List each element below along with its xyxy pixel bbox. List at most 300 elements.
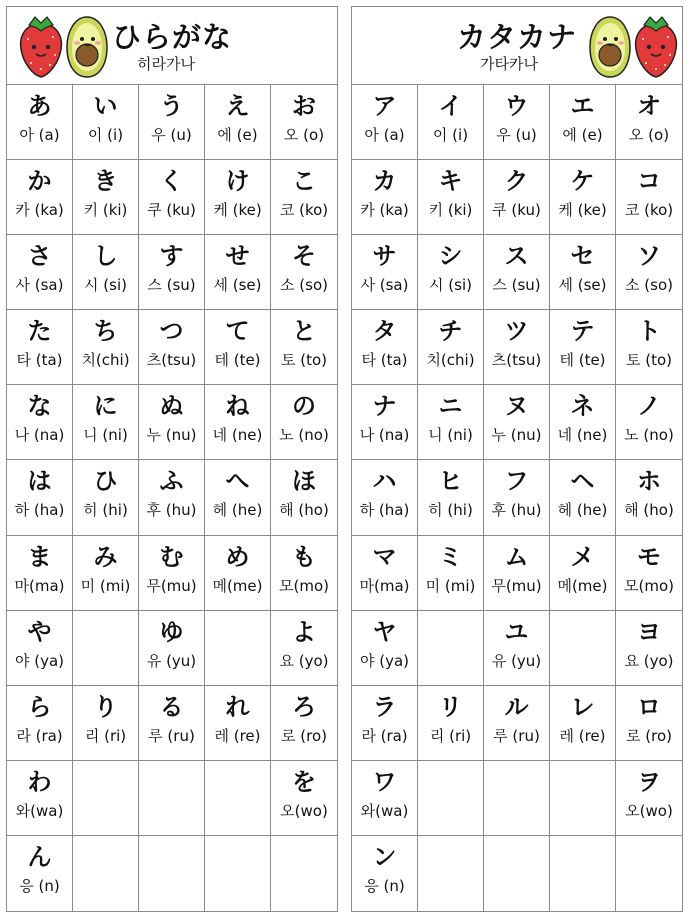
kana-character: け [225, 167, 250, 196]
katakana-header [352, 7, 682, 85]
kana-cell [352, 460, 418, 535]
kana-character: る [159, 692, 184, 721]
kana-cell [205, 611, 271, 686]
kana-cell [616, 460, 682, 535]
kana-reading: 오 (o) [283, 126, 325, 144]
kana-reading: 코 (ko) [279, 201, 329, 220]
kana-cell [550, 85, 616, 160]
kana-reading: 사 (sa) [360, 276, 409, 295]
kana-character: も [292, 542, 316, 571]
kana-cell [139, 686, 205, 761]
kana-reading: 치(chi) [81, 351, 130, 370]
kana-character: モ [637, 542, 661, 571]
kana-reading: 히 (hi) [83, 501, 128, 520]
kana-cell [139, 761, 205, 836]
kana-cell [139, 385, 205, 460]
kana-cell [484, 310, 550, 385]
kana-reading: 치(chi) [426, 351, 475, 370]
kana-character: リ [438, 692, 463, 721]
kana-reading: 마(ma) [359, 576, 410, 595]
kana-reading: 누 (nu) [146, 426, 197, 445]
kana-character: オ [637, 92, 661, 120]
kana-character: む [159, 542, 184, 571]
kana-character: ワ [372, 767, 397, 796]
kana-character: ツ [504, 317, 529, 346]
kana-reading: 이 (i) [87, 126, 124, 144]
kana-character: ミ [438, 542, 463, 571]
kana-reading: 해 (ho) [279, 501, 329, 520]
kana-character: ユ [504, 617, 529, 646]
kana-cell [484, 536, 550, 611]
kana-character: ト [637, 317, 661, 346]
kana-reading: 레 (re) [214, 726, 261, 745]
kana-cell [205, 160, 271, 235]
kana-cell [205, 385, 271, 460]
kana-character: て [225, 317, 250, 346]
kana-reading: 리 (ri) [84, 726, 127, 745]
kana-character: メ [570, 542, 595, 571]
strawberry-icon [21, 17, 62, 77]
kana-character: ほ [292, 467, 316, 496]
kana-cell [205, 85, 271, 160]
kana-reading: 로 (ro) [281, 726, 327, 745]
kana-reading: 카 (ka) [360, 201, 409, 220]
kana-character: ん [27, 842, 52, 871]
kana-cell [73, 85, 139, 160]
kana-cell [418, 761, 484, 836]
kana-character: ひ [93, 467, 118, 496]
kana-cell [484, 761, 550, 836]
kana-character: な [27, 392, 52, 421]
kana-character: し [93, 242, 118, 271]
kana-character: ル [504, 692, 529, 721]
kana-cell [73, 761, 139, 836]
kana-character: お [292, 92, 316, 120]
kana-reading: 네 (ne) [557, 426, 608, 445]
mascot-illustration [580, 11, 680, 81]
kana-reading: 우 (u) [151, 126, 192, 144]
kana-cell [418, 536, 484, 611]
kana-cell [7, 385, 73, 460]
katakana-subtitle: 가타카나 [480, 55, 538, 73]
kana-character: ヒ [438, 467, 463, 496]
kana-character: や [27, 617, 52, 646]
kana-character: ウ [504, 92, 529, 120]
kana-character: セ [570, 242, 595, 271]
kana-character: に [93, 392, 118, 421]
avocado-icon [590, 17, 630, 77]
kana-cell [7, 310, 73, 385]
kana-cell [271, 836, 337, 911]
kana-reading: 오 (o) [628, 126, 670, 144]
kana-reading: 라 (ra) [16, 726, 63, 745]
kana-cell [7, 686, 73, 761]
kana-cell [7, 460, 73, 535]
kana-cell [7, 85, 73, 160]
kana-cell [7, 536, 73, 611]
kana-character: ソ [637, 242, 661, 271]
kana-cell [271, 536, 337, 611]
kana-reading: 무(mu) [146, 576, 197, 595]
kana-character: ス [504, 242, 529, 271]
kana-reading: 요 (yo) [279, 651, 329, 670]
kana-character: コ [637, 167, 661, 196]
kana-reading: 세 (se) [213, 276, 262, 295]
kana-reading: 헤 (he) [212, 501, 263, 520]
kana-cell [271, 235, 337, 310]
kana-character: ケ [570, 167, 595, 196]
kana-cell [484, 460, 550, 535]
kana-cell [484, 385, 550, 460]
hiragana-title: ひらがな [112, 20, 233, 54]
kana-character: ヲ [637, 767, 661, 796]
katakana-panel [351, 6, 683, 912]
kana-character: キ [438, 167, 463, 196]
kana-cell [73, 686, 139, 761]
kana-character: き [93, 167, 118, 196]
kana-cell [271, 385, 337, 460]
kana-cell [418, 460, 484, 535]
kana-cell [484, 836, 550, 911]
kana-character: そ [292, 242, 316, 271]
hiragana-header [7, 7, 337, 85]
kana-reading: 니 (ni) [428, 426, 473, 445]
kana-character: み [93, 542, 118, 571]
kana-reading: 카 (ka) [15, 201, 64, 220]
kana-character: ろ [292, 692, 316, 721]
kana-character: あ [27, 92, 52, 120]
kana-character: の [292, 392, 316, 421]
kana-reading: 미 (mi) [425, 576, 476, 595]
kana-reading: 유 (yu) [146, 651, 197, 670]
kana-reading: 소 (so) [625, 276, 673, 295]
kana-character: り [93, 692, 118, 721]
kana-character: レ [570, 692, 595, 721]
kana-reading: 타 (ta) [361, 351, 408, 370]
kana-cell [73, 385, 139, 460]
kana-reading: 노 (no) [624, 426, 674, 445]
kana-cell [616, 686, 682, 761]
kana-cell [352, 611, 418, 686]
kana-character: を [292, 767, 316, 796]
kana-reading: 응 (n) [364, 876, 405, 895]
kana-reading: 리 (ri) [429, 726, 472, 745]
kana-character: ち [93, 317, 118, 346]
kana-cell [73, 235, 139, 310]
kana-cell [271, 160, 337, 235]
kana-cell [7, 836, 73, 911]
kana-character: ヌ [504, 392, 529, 421]
katakana-title: カタカナ [457, 20, 578, 54]
kana-character: フ [504, 467, 529, 496]
kana-reading: 이 (i) [432, 126, 469, 144]
kana-cell [352, 761, 418, 836]
kana-reading: 해 (ho) [624, 501, 674, 520]
kana-reading: 로 (ro) [626, 726, 672, 745]
kana-cell [271, 611, 337, 686]
kana-character: ム [504, 542, 529, 571]
kana-character: は [27, 467, 52, 496]
kana-cell [616, 536, 682, 611]
kana-reading: 후 (hu) [146, 501, 197, 520]
kana-character: ク [504, 167, 529, 196]
kana-cell [205, 235, 271, 310]
kana-reading: 유 (yu) [491, 651, 542, 670]
kana-reading: 하 (ha) [359, 501, 410, 520]
kana-cell [418, 235, 484, 310]
kana-cell [73, 160, 139, 235]
kana-cell [139, 460, 205, 535]
kana-cell [616, 85, 682, 160]
kana-reading: 하 (ha) [14, 501, 65, 520]
kana-character: た [27, 317, 52, 346]
kana-character: さ [27, 242, 52, 271]
kana-cell [271, 460, 337, 535]
kana-reading: 무(mu) [491, 576, 542, 595]
kana-reading: 시 (si) [84, 276, 127, 295]
kana-cell [484, 160, 550, 235]
kana-cell [205, 460, 271, 535]
kana-character: サ [372, 242, 397, 271]
kana-reading: 오(wo) [625, 801, 673, 820]
kana-reading: 테 (te) [559, 351, 606, 370]
kana-reading: 헤 (he) [557, 501, 608, 520]
kana-character: ヤ [372, 617, 397, 646]
kana-reading: 노 (no) [279, 426, 329, 445]
kana-reading: 토 (to) [625, 351, 673, 370]
kana-cell [418, 686, 484, 761]
kana-cell [616, 235, 682, 310]
kana-cell [418, 160, 484, 235]
kana-cell [550, 686, 616, 761]
kana-cell [616, 385, 682, 460]
kana-cell [352, 536, 418, 611]
kana-character: エ [570, 92, 595, 120]
hiragana-subtitle: 히라가나 [137, 55, 195, 73]
kana-character: シ [438, 242, 463, 271]
kana-cell [418, 85, 484, 160]
kana-reading: 미 (mi) [80, 576, 131, 595]
kana-character: ロ [637, 692, 661, 721]
kana-cell [550, 385, 616, 460]
kana-cell [616, 761, 682, 836]
kana-cell [352, 385, 418, 460]
kana-reading: 후 (hu) [491, 501, 542, 520]
kana-character: チ [438, 317, 463, 346]
kana-character: タ [372, 317, 397, 346]
kana-cell [7, 235, 73, 310]
kana-reading: 소 (so) [280, 276, 328, 295]
kana-cell [352, 686, 418, 761]
kana-character: れ [225, 692, 250, 721]
kana-character: ゆ [159, 617, 184, 646]
kana-cell [550, 235, 616, 310]
kana-character: い [93, 92, 118, 120]
kana-reading: 네 (ne) [212, 426, 263, 445]
kana-cell [139, 235, 205, 310]
kana-character: す [159, 242, 184, 271]
kana-reading: 히 (hi) [428, 501, 473, 520]
kana-cell [484, 611, 550, 686]
hiragana-panel [6, 6, 338, 912]
kana-cell [484, 85, 550, 160]
kana-reading: 츠(tsu) [491, 351, 542, 370]
kana-character: め [225, 542, 250, 571]
kana-cell [616, 611, 682, 686]
hiragana-grid [7, 85, 337, 911]
kana-character: イ [438, 92, 463, 120]
kana-cell [73, 611, 139, 686]
kana-character: ニ [438, 392, 463, 421]
kana-character: ヘ [570, 467, 595, 496]
kana-character: う [159, 92, 184, 120]
kana-cell [550, 836, 616, 911]
kana-character: ン [372, 842, 397, 871]
kana-reading: 토 (to) [280, 351, 328, 370]
kana-reading: 케 (ke) [558, 201, 607, 220]
kana-reading: 키 (ki) [83, 201, 128, 220]
kana-cell [271, 761, 337, 836]
kana-cell [271, 310, 337, 385]
kana-reading: 와(wa) [360, 801, 409, 820]
kana-cell [418, 385, 484, 460]
kana-reading: 쿠 (ku) [492, 201, 541, 220]
kana-reading: 키 (ki) [428, 201, 473, 220]
kana-cell [139, 85, 205, 160]
kana-cell [205, 836, 271, 911]
kana-cell [616, 836, 682, 911]
kana-reading: 에 (e) [562, 126, 603, 144]
kana-reading: 와(wa) [15, 801, 64, 820]
kana-cell [7, 611, 73, 686]
kana-reading: 아 (a) [19, 126, 60, 144]
kana-character: え [225, 92, 250, 120]
kana-cell [139, 611, 205, 686]
kana-reading: 요 (yo) [624, 651, 674, 670]
kana-character: ラ [372, 692, 397, 721]
kana-character: カ [372, 167, 397, 196]
kana-reading: 라 (ra) [361, 726, 408, 745]
kana-character: ら [27, 692, 52, 721]
kana-reading: 스 (su) [492, 276, 541, 295]
kana-character: よ [292, 617, 316, 646]
kana-cell [139, 160, 205, 235]
kana-reading: 코 (ko) [624, 201, 674, 220]
kana-cell [616, 310, 682, 385]
kana-reading: 루 (ru) [148, 726, 195, 745]
kana-character: か [27, 167, 52, 196]
kana-reading: 케 (ke) [213, 201, 262, 220]
kana-character: く [159, 167, 184, 196]
kana-cell [205, 310, 271, 385]
kana-character: つ [159, 317, 184, 346]
kana-cell [418, 310, 484, 385]
kana-character: ね [225, 392, 250, 421]
kana-cell [73, 836, 139, 911]
kana-cell [550, 160, 616, 235]
kana-character: ホ [637, 467, 661, 496]
kana-cell [7, 761, 73, 836]
kana-reading: 에 (e) [217, 126, 258, 144]
kana-character: ア [372, 92, 397, 120]
kana-character: こ [292, 167, 316, 196]
kana-reading: 나 (na) [359, 426, 410, 445]
kana-reading: 모(mo) [624, 576, 674, 595]
kana-reading: 세 (se) [558, 276, 607, 295]
kana-reading: 오(wo) [280, 801, 328, 820]
kana-reading: 야 (ya) [14, 651, 65, 670]
kana-character: ふ [159, 467, 184, 496]
kana-cell [205, 536, 271, 611]
kana-reading: 쿠 (ku) [147, 201, 196, 220]
kana-cell [550, 536, 616, 611]
kana-character: ま [27, 542, 52, 571]
kana-cell [205, 761, 271, 836]
kana-cell [550, 611, 616, 686]
kana-cell [271, 686, 337, 761]
kana-cell [550, 761, 616, 836]
kana-reading: 야 (ya) [359, 651, 410, 670]
kana-cell [271, 85, 337, 160]
kana-reading: 메(me) [212, 576, 263, 595]
avocado-icon [67, 17, 107, 77]
kana-reading: 나 (na) [14, 426, 65, 445]
kana-cell [73, 460, 139, 535]
kana-cell [139, 836, 205, 911]
kana-character: マ [372, 542, 397, 571]
kana-cell [484, 686, 550, 761]
kana-reading: 사 (sa) [15, 276, 64, 295]
kana-cell [418, 836, 484, 911]
kana-cell [205, 686, 271, 761]
kana-character: ネ [570, 392, 595, 421]
kana-reading: 츠(tsu) [146, 351, 197, 370]
kana-reading: 테 (te) [214, 351, 261, 370]
kana-reading: 응 (n) [19, 876, 60, 895]
kana-reading: 루 (ru) [493, 726, 540, 745]
kana-reading: 모(mo) [279, 576, 329, 595]
kana-reading: 누 (nu) [491, 426, 542, 445]
kana-character: わ [27, 767, 52, 796]
kana-cell [352, 160, 418, 235]
kana-reading: 스 (su) [147, 276, 196, 295]
kana-character: テ [570, 317, 595, 346]
katakana-grid [352, 85, 682, 911]
kana-character: と [292, 317, 316, 346]
kana-cell [352, 310, 418, 385]
kana-character: ノ [637, 392, 661, 421]
kana-cell [352, 85, 418, 160]
kana-character: ナ [372, 392, 397, 421]
kana-cell [73, 310, 139, 385]
kana-cell [139, 536, 205, 611]
mascot-illustration [13, 11, 113, 81]
kana-cell [352, 235, 418, 310]
kana-reading: 니 (ni) [83, 426, 128, 445]
kana-character: ぬ [159, 392, 184, 421]
kana-reading: 우 (u) [496, 126, 537, 144]
kana-reading: 아 (a) [364, 126, 405, 144]
kana-cell [550, 460, 616, 535]
kana-character: へ [225, 467, 250, 496]
kana-reading: 타 (ta) [16, 351, 63, 370]
kana-character: ヨ [637, 617, 661, 646]
kana-cell [484, 235, 550, 310]
kana-cell [73, 536, 139, 611]
kana-cell [139, 310, 205, 385]
strawberry-icon [636, 17, 677, 77]
kana-cell [418, 611, 484, 686]
